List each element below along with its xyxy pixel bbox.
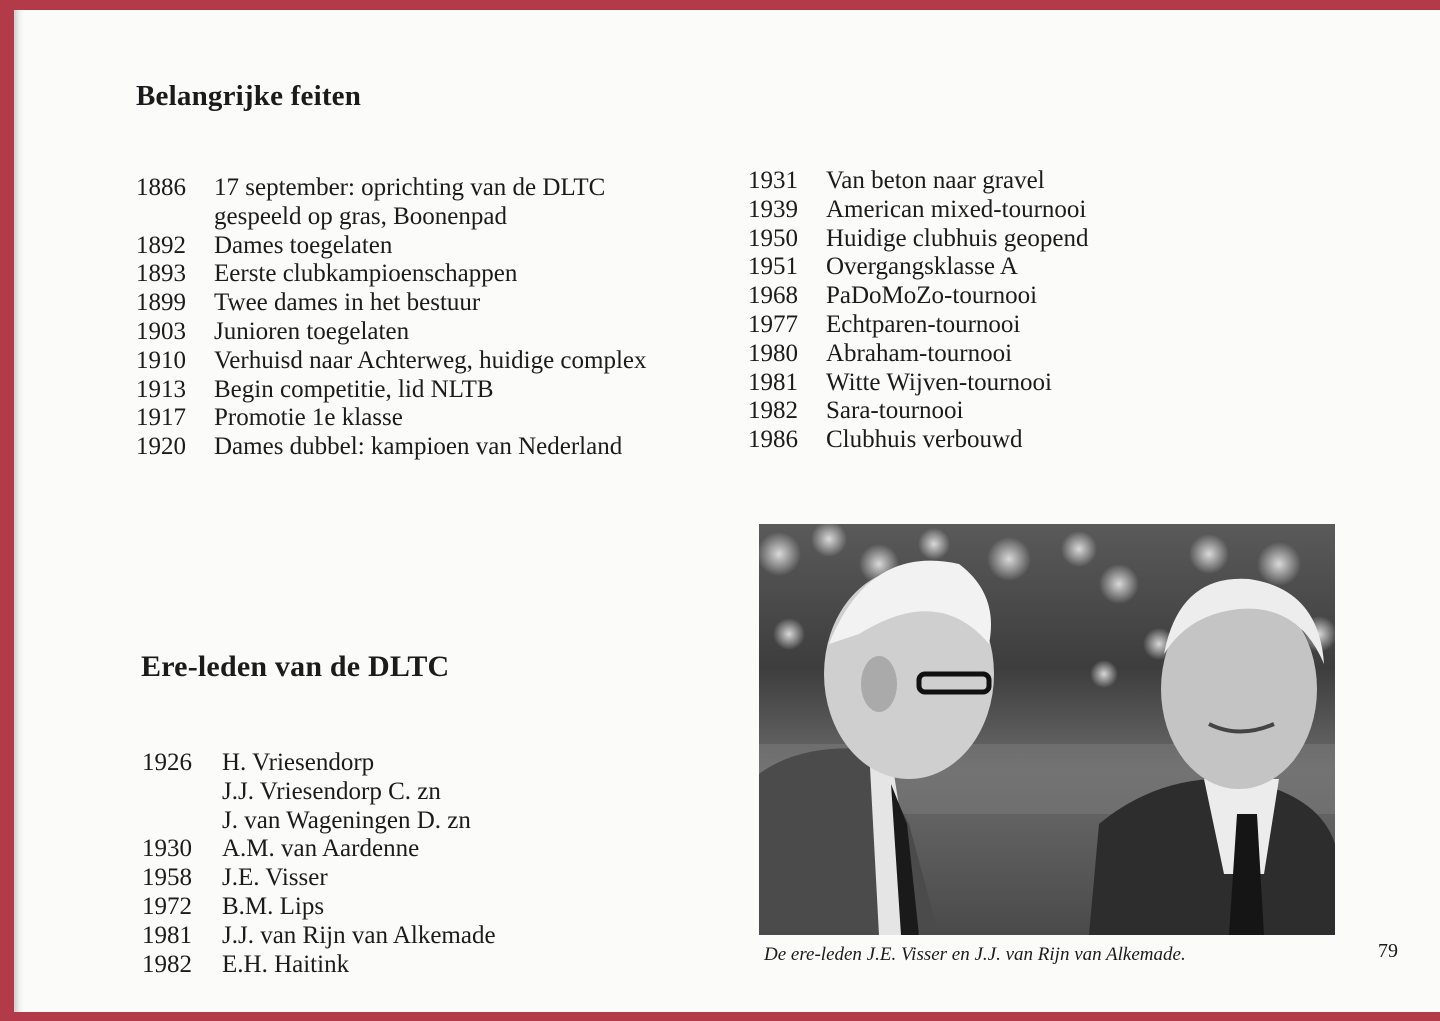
list-item bbox=[748, 369, 1088, 398]
event-text: Overgangsklasse A bbox=[826, 253, 1018, 281]
section-title-feiten: Belangrijke feiten bbox=[136, 80, 362, 112]
event-year: 1920 bbox=[136, 433, 186, 461]
member-name: A.M. van Aardenne bbox=[222, 835, 420, 863]
list-item bbox=[142, 778, 496, 807]
list-item bbox=[136, 347, 647, 376]
list-item bbox=[136, 232, 647, 261]
list-item bbox=[142, 922, 496, 951]
event-text: Witte Wijven-tournooi bbox=[826, 368, 1052, 396]
event-text: Verhuisd naar Achterweg, huidige complex bbox=[214, 346, 647, 374]
event-year: 1903 bbox=[136, 317, 186, 345]
member-year: 1981 bbox=[142, 921, 192, 949]
event-text: Twee dames in het bestuur bbox=[214, 289, 481, 317]
photo-caption: De ere-leden J.E. Visser en J.J. van Rijn van Alkemade. bbox=[764, 944, 1186, 965]
page-number: 79 bbox=[1378, 940, 1398, 962]
event-text: Dames dubbel: kampioen van Nederland bbox=[214, 433, 623, 461]
event-year: 1939 bbox=[748, 195, 798, 223]
event-text: PaDoMoZo-tournooi bbox=[826, 282, 1038, 310]
list-item bbox=[748, 397, 1088, 426]
events-list-right bbox=[748, 167, 1088, 455]
list-item bbox=[142, 749, 496, 778]
event-text: Dames toegelaten bbox=[214, 231, 393, 259]
list-item bbox=[136, 376, 647, 405]
event-text: Clubhuis verbouwd bbox=[826, 426, 1023, 454]
list-item bbox=[748, 282, 1088, 311]
member-year: 1930 bbox=[142, 835, 192, 863]
member-name: J. van Wageningen D. zn bbox=[222, 806, 471, 834]
event-text: Echtparen-tournooi bbox=[826, 310, 1021, 338]
event-year: 1892 bbox=[136, 231, 186, 259]
member-name: B.M. Lips bbox=[222, 892, 325, 920]
member-year: 1926 bbox=[142, 749, 192, 776]
event-year: 1910 bbox=[136, 346, 186, 374]
list-item bbox=[142, 893, 496, 922]
event-year: 1981 bbox=[748, 368, 798, 396]
member-name: H. Vriesendorp bbox=[222, 749, 375, 776]
list-item bbox=[748, 167, 1088, 196]
list-item bbox=[748, 311, 1088, 340]
event-year: 1977 bbox=[748, 310, 798, 338]
event-year: 1931 bbox=[748, 167, 798, 194]
member-name: J.J. van Rijn van Alkemade bbox=[222, 921, 496, 949]
list-item bbox=[142, 951, 496, 980]
member-year: 1972 bbox=[142, 892, 192, 920]
event-text: Promotie 1e klasse bbox=[214, 404, 403, 432]
member-name: J.J. Vriesendorp C. zn bbox=[222, 777, 441, 805]
event-text: Huidige clubhuis geopend bbox=[826, 224, 1089, 252]
member-year: 1982 bbox=[142, 950, 192, 978]
event-year: 1893 bbox=[136, 260, 186, 288]
event-year bbox=[136, 203, 214, 232]
event-year: 1980 bbox=[748, 339, 798, 367]
book-page bbox=[14, 10, 1440, 1012]
list-item bbox=[136, 318, 647, 347]
event-text: Sara-tournooi bbox=[826, 397, 964, 425]
list-item bbox=[136, 404, 647, 433]
list-item bbox=[748, 196, 1088, 225]
list-item bbox=[136, 203, 647, 232]
event-text: American mixed-tournooi bbox=[826, 195, 1087, 223]
list-item bbox=[136, 433, 647, 462]
member-name: E.H. Haitink bbox=[222, 950, 350, 978]
event-text: Eerste clubkampioenschappen bbox=[214, 260, 518, 288]
list-item bbox=[748, 225, 1088, 254]
event-year: 1982 bbox=[748, 397, 798, 425]
event-text: 17 september: oprichting van de DLTC bbox=[214, 174, 606, 201]
events-list-left bbox=[136, 174, 647, 462]
event-year: 1913 bbox=[136, 375, 186, 403]
event-text: Begin competitie, lid NLTB bbox=[214, 375, 494, 403]
event-year: 1968 bbox=[748, 282, 798, 310]
ere-leden-list bbox=[142, 749, 496, 979]
photo-illustration bbox=[759, 524, 1335, 935]
list-item bbox=[748, 253, 1088, 282]
list-item bbox=[142, 835, 496, 864]
list-item bbox=[748, 426, 1088, 455]
list-item bbox=[142, 864, 496, 893]
member-year bbox=[142, 778, 222, 807]
event-text: gespeeld op gras, Boonenpad bbox=[214, 202, 507, 230]
event-text: Junioren toegelaten bbox=[214, 317, 410, 345]
section-title-ere-leden: Ere-leden van de DLTC bbox=[141, 650, 450, 683]
event-year: 1951 bbox=[748, 253, 798, 281]
list-item bbox=[748, 340, 1088, 369]
event-year: 1886 bbox=[136, 174, 186, 201]
list-item bbox=[136, 260, 647, 289]
list-item bbox=[136, 174, 647, 203]
member-year bbox=[142, 807, 222, 836]
member-year: 1958 bbox=[142, 864, 192, 892]
event-text: Van beton naar gravel bbox=[826, 167, 1045, 194]
member-name: J.E. Visser bbox=[222, 864, 328, 892]
portrait-photo bbox=[759, 524, 1335, 935]
event-text: Abraham-tournooi bbox=[826, 339, 1013, 367]
event-year: 1899 bbox=[136, 289, 186, 317]
event-year: 1917 bbox=[136, 404, 186, 432]
list-item bbox=[142, 807, 496, 836]
event-year: 1986 bbox=[748, 426, 798, 454]
list-item bbox=[136, 289, 647, 318]
event-year: 1950 bbox=[748, 224, 798, 252]
